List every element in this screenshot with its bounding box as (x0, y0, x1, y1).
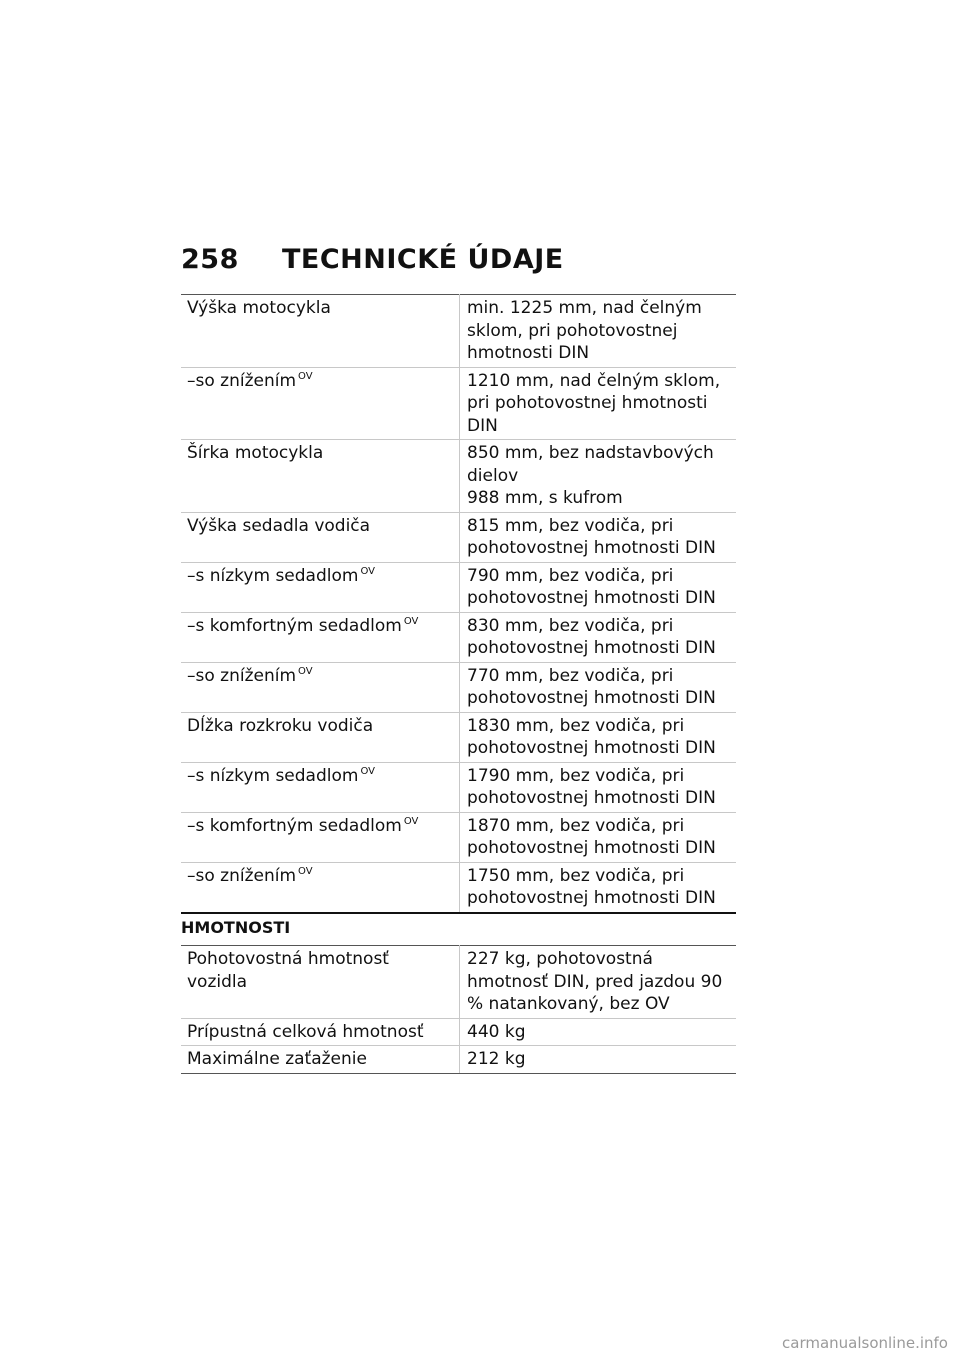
option-marker: OV (360, 765, 375, 777)
table-row (181, 1018, 736, 1046)
page-header (181, 244, 564, 275)
table-row (181, 440, 736, 513)
row-label: Výška motocykla (181, 295, 460, 368)
option-marker: OV (403, 615, 419, 627)
row-label: Maximálne zaťaženie (181, 1046, 460, 1074)
table-row (181, 367, 736, 440)
table-row (181, 612, 736, 662)
row-label: Výška sedadla vodiča (181, 512, 460, 562)
row-value: 1830 mm, bez vodiča, pri pohotovostnej hmotnosti DIN (460, 712, 737, 762)
row-label: –s nízkym sedadlom $^{OV}$ (181, 762, 460, 812)
row-value: 440 kg (460, 1018, 737, 1046)
section-title-weights: HMOTNOSTI (181, 912, 736, 939)
row-label: –s komfortným sedadlom $^{OV}$ (181, 612, 460, 662)
option-marker: OV (298, 665, 313, 677)
row-label: Dĺžka rozkroku vodiča (181, 712, 460, 762)
row-value: 790 mm, bez vodiča, pri pohotovostnej hmotnosti DIN (460, 562, 737, 612)
row-value: 1790 mm, bez vodiča, pri pohotovostnej hmotnosti DIN (460, 762, 737, 812)
row-label: –so znížením $^{OV}$ (181, 367, 460, 440)
page-title: TECHNICKÉ ÚDAJE (282, 244, 564, 275)
row-value: 770 mm, bez vodiča, pri pohotovostnej hmotnosti DIN (460, 662, 737, 712)
row-label: –s komfortným sedadlom $^{OV}$ (181, 812, 460, 862)
row-value: 227 kg, pohotovostná hmotnosť DIN, pred jazdou 90 % natankovaný, bez OV (460, 946, 737, 1019)
dimensions-table (181, 294, 736, 913)
option-marker: OV (298, 865, 313, 877)
table-row (181, 946, 736, 1019)
watermark: carmanualsonline.info (782, 1334, 948, 1352)
row-value: 830 mm, bez vodiča, pri pohotovostnej hmotnosti DIN (460, 612, 737, 662)
row-value: 1870 mm, bez vodiča, pri pohotovostnej hmotnosti DIN (460, 812, 737, 862)
row-value: 815 mm, bez vodiča, pri pohotovostnej hmotnosti DIN (460, 512, 737, 562)
table-row (181, 1046, 736, 1074)
table-row (181, 762, 736, 812)
row-label: –so znížením $^{OV}$ (181, 662, 460, 712)
table-row (181, 712, 736, 762)
row-value: 212 kg (460, 1046, 737, 1074)
option-marker: OV (403, 815, 419, 827)
row-value: min. 1225 mm, nad čelným sklom, pri pohotovostnej hmotnosti DIN (460, 295, 737, 368)
row-label: Šírka motocykla (181, 440, 460, 513)
row-label: –so znížením $^{OV}$ (181, 862, 460, 912)
row-value: 1210 mm, nad čelným sklom, pri pohotovostnej hmotnosti DIN (460, 367, 737, 440)
row-label: –s nízkym sedadlom $^{OV}$ (181, 562, 460, 612)
row-label: Prípustná celková hmotnosť (181, 1018, 460, 1046)
weights-table (181, 945, 736, 1074)
table-row (181, 662, 736, 712)
row-value: 850 mm, bez nadstavbových dielov 988 mm, s kufrom (460, 440, 737, 513)
table-row (181, 862, 736, 912)
table-row (181, 295, 736, 368)
row-value: 1750 mm, bez vodiča, pri pohotovostnej hmotnosti DIN (460, 862, 737, 912)
table-row (181, 812, 736, 862)
option-marker: OV (298, 370, 313, 382)
option-marker: OV (360, 565, 375, 577)
row-label: Pohotovostná hmotnosť vozidla (181, 946, 460, 1019)
table-row (181, 512, 736, 562)
page-number: 258 (181, 244, 239, 275)
table-row (181, 562, 736, 612)
